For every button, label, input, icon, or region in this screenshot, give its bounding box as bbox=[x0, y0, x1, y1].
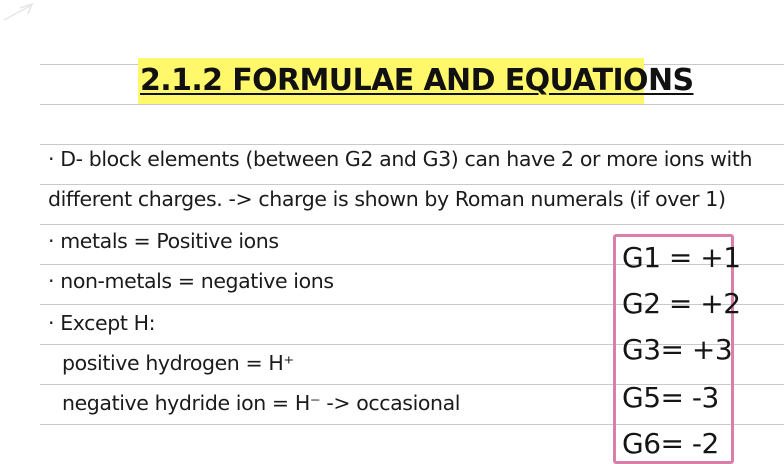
ruled-line bbox=[40, 224, 784, 225]
charge-item: G2 = +2 bbox=[622, 287, 741, 320]
note-line: positive hydrogen = H⁺ bbox=[62, 351, 294, 375]
ruled-line bbox=[40, 144, 784, 145]
corner-scribble-icon bbox=[0, 0, 40, 30]
charge-item: G5= -3 bbox=[622, 381, 719, 414]
ruled-line bbox=[40, 184, 784, 185]
ruled-line bbox=[40, 104, 784, 105]
charge-item: G1 = +1 bbox=[622, 241, 741, 274]
charge-item: G6= -2 bbox=[622, 427, 719, 460]
note-line: negative hydride ion = H⁻ -> occasional bbox=[62, 391, 461, 415]
page-title: 2.1.2 FORMULAE AND EQUATIONS bbox=[140, 63, 694, 98]
note-line: · non-metals = negative ions bbox=[48, 269, 334, 293]
note-line: different charges. -> charge is shown by Roman numerals (if over 1) bbox=[48, 187, 726, 211]
note-line: · D- block elements (between G2 and G3) can have 2 or more ions with bbox=[48, 147, 753, 171]
note-line: · Except H: bbox=[48, 311, 156, 335]
note-line: · metals = Positive ions bbox=[48, 229, 279, 253]
charge-item: G3= +3 bbox=[622, 333, 733, 366]
